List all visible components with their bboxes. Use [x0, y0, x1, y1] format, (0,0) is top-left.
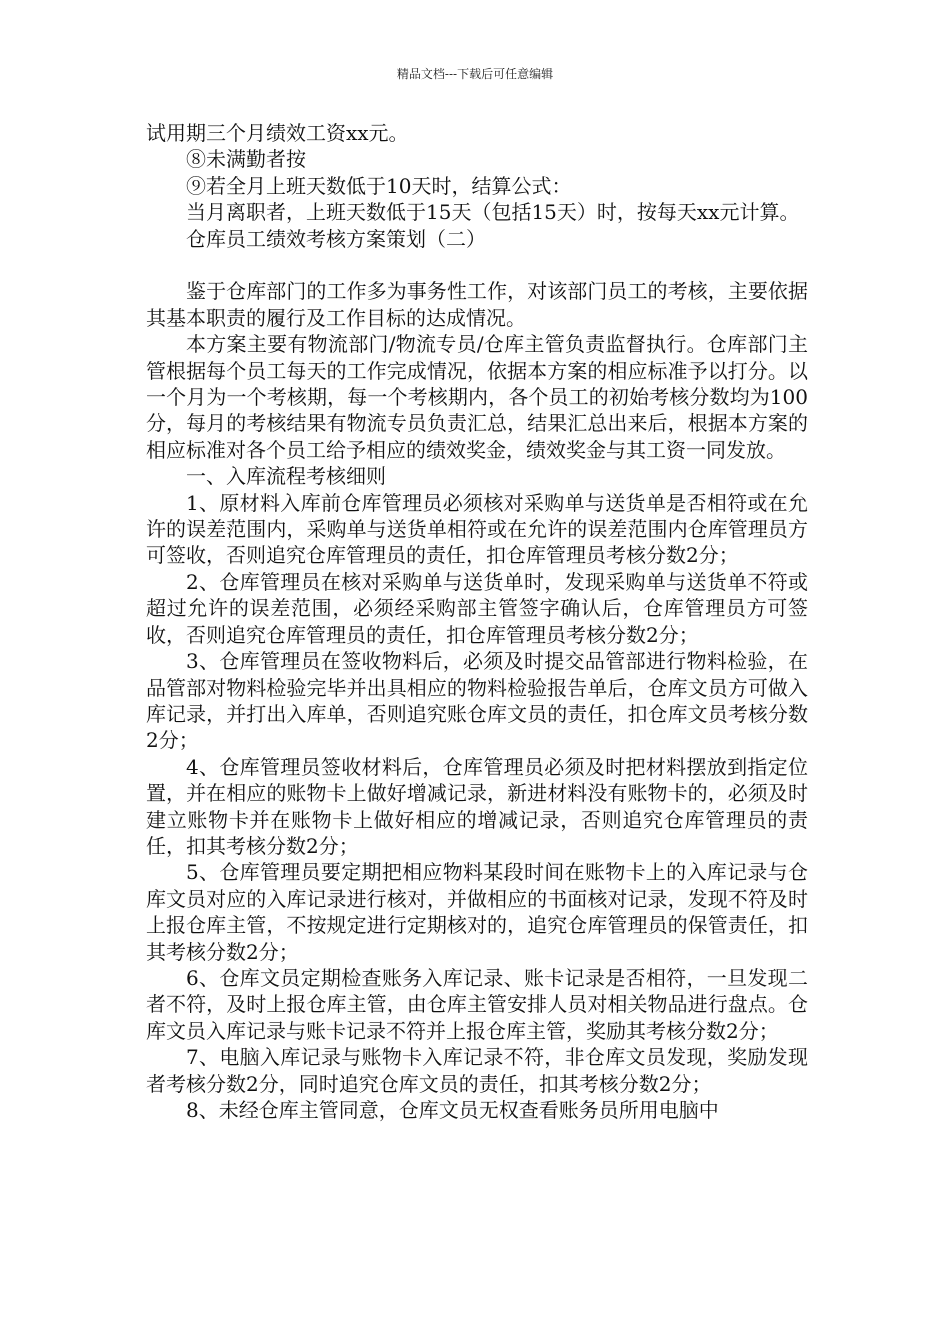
- subsection-heading: 一、入库流程考核细则: [186, 464, 386, 489]
- paragraph-item-8: ⑧未满勤者按: [186, 147, 306, 172]
- paragraph-scheme: 本方案主要有物流部门/物流专员/仓库主管负责监督执行。仓库部门主管根据每个员工每天的工作完成情况，依据本方案的相应标准予以打分。以一个月为一个考核期，每一个考核期内，各个员工的初始考核分数均为100分，每月的考核结果有物流专员负责汇总，结果汇总出来后，根据本方案的相应标准对各个员工给予相应的绩效奖金，绩效奖金与其工资一同发放。: [146, 332, 808, 462]
- rule-item-2: 2、仓库管理员在核对采购单与送货单时，发现采购单与送货单不符或超过允许的误差范围，必须经采购部主管签字确认后，仓库管理员方可签收，否则追究仓库管理员的责任，扣仓库管理员考核分数2分；: [146, 569, 808, 647]
- page-header: 精品文档---下载后可任意编辑: [396, 67, 554, 81]
- paragraph-item-9: ⑨若全月上班天数低于10天时，结算公式：: [186, 173, 572, 198]
- rule-item-8: 8、未经仓库主管同意，仓库文员无权查看账务员所用电脑中: [186, 1098, 719, 1123]
- rule-item-6: 6、仓库文员定期检查账务入库记录、账卡记录是否相符，一旦发现二者不符，及时上报仓库主管，由仓库主管安排人员对相关物品进行盘点。仓库文员入库记录与账卡记录不符并上报仓库主管，奖励其考核分数2分；: [146, 965, 808, 1043]
- paragraph-resign: 当月离职者，上班天数低于15天（包括15天）时，按每天xx元计算。: [186, 200, 800, 225]
- paragraph-intro: 鉴于仓库部门的工作多为事务性工作，对该部门员工的考核，主要依据其基本职责的履行及工作目标的达成情况。: [146, 279, 808, 330]
- rule-item-1: 1、原材料入库前仓库管理员必须核对采购单与送货单是否相符或在允许的误差范围内，采购单与送货单相符或在允许的误差范围内仓库管理员方可签收，否则追究仓库管理员的责任，扣仓库管理员考核分数2分；: [146, 490, 808, 568]
- rule-item-4: 4、仓库管理员签收材料后，仓库管理员必须及时把材料摆放到指定位置，并在相应的账物卡上做好增减记录，新进材料没有账物卡的，必须及时建立账物卡并在账物卡上做好相应的增减记录，否则追究仓库管理员的责任，扣其考核分数2分；: [146, 754, 808, 858]
- blank-line: [146, 252, 808, 278]
- document-body: [146, 120, 808, 1123]
- rule-item-5: 5、仓库管理员要定期把相应物料某段时间在账物卡上的入库记录与仓库文员对应的入库记录进行核对，并做相应的书面核对记录，发现不符及时上报仓库主管，不按规定进行定期核对的，追究仓库管理员的保管责任，扣其考核分数2分；: [146, 860, 808, 964]
- rule-item-7: 7、电脑入库记录与账物卡入库记录不符，非仓库文员发现，奖励发现者考核分数2分，同时追究仓库文员的责任，扣其考核分数2分；: [146, 1045, 808, 1096]
- section-title: 仓库员工绩效考核方案策划（二）: [186, 226, 486, 251]
- paragraph-trial-salary: 试用期三个月绩效工资xx元。: [146, 121, 409, 145]
- rule-item-3: 3、仓库管理员在签收物料后，必须及时提交品管部进行物料检验，在品管部对物料检验完毕并出具相应的物料检验报告单后，仓库文员方可做入库记录，并打出入库单，否则追究账仓库文员的责任，扣仓库文员考核分数2分；: [146, 649, 808, 753]
